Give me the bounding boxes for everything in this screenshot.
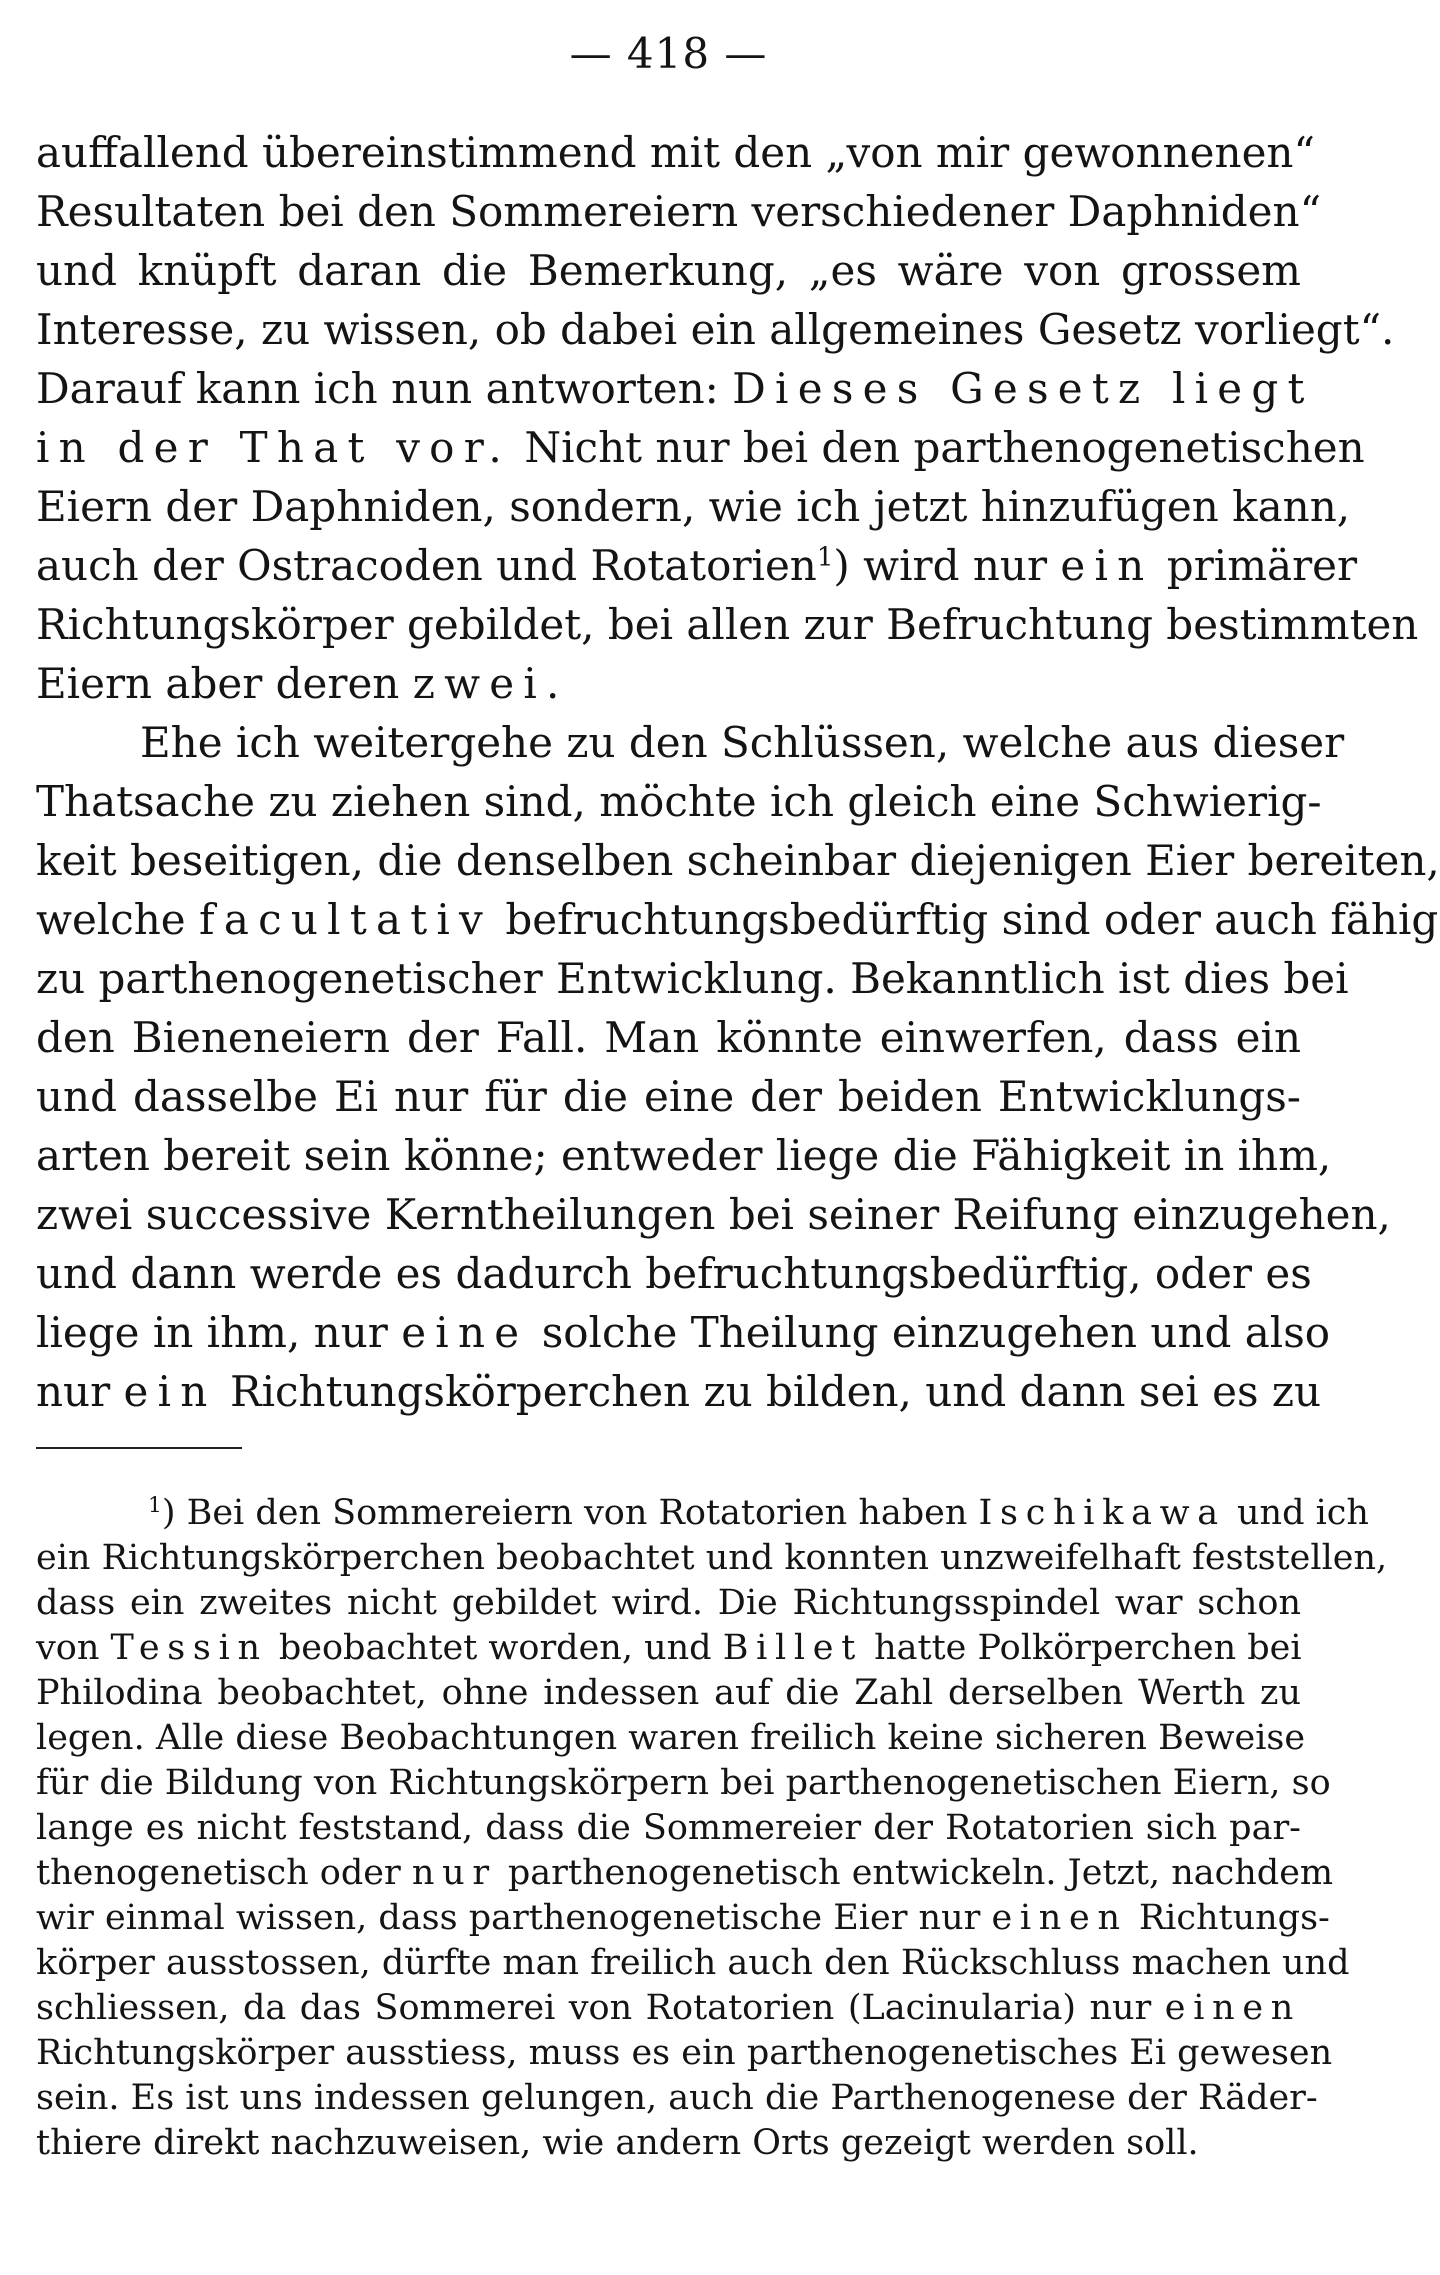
spaced-emphasis: eine xyxy=(401,1308,529,1357)
line-text: befruchtungsbedürftig sind oder auch fähig xyxy=(491,895,1439,944)
spaced-emphasis: Billet xyxy=(722,1628,863,1668)
line-text: ) wird nur xyxy=(833,541,1061,590)
paragraph-line: Eiern der Daphniden, sondern, wie ich jetzt hinzufügen kann, xyxy=(36,482,1351,531)
line-text: Eiern aber deren xyxy=(36,659,413,708)
footnote-line xyxy=(36,1896,1330,1940)
spaced-emphasis: einen xyxy=(991,1898,1128,1938)
spaced-emphasis: in der That vor. xyxy=(36,423,512,472)
paragraph-line xyxy=(36,1304,1331,1362)
paragraph-line xyxy=(36,891,1439,949)
footnote-line: für die Bildung von Richtungskörpern bei parthenogenetischen Eiern, so xyxy=(36,1763,1331,1803)
spaced-emphasis: Ischikawa xyxy=(978,1493,1226,1533)
footnote-line: ein Richtungskörperchen beobachtet und konnten unzweifelhaft feststellen, xyxy=(36,1538,1388,1578)
spaced-emphasis: Dieses Gesetz liegt xyxy=(732,364,1314,413)
paragraph-line: Ehe ich weitergehe zu den Schlüssen, welche aus dieser xyxy=(140,718,1345,767)
paragraph-line xyxy=(36,360,1314,418)
spaced-emphasis: zwei xyxy=(412,659,547,708)
paragraph-line: den Bieneneiern der Fall. Man könnte einwerfen, dass ein xyxy=(36,1013,1301,1062)
footnote-line: sein. Es ist uns indessen gelungen, auch die Parthenogenese der Räder- xyxy=(36,2078,1318,2118)
line-text: ) Bei den Sommereiern von Rotatorien haben xyxy=(161,1493,979,1533)
footnote-line xyxy=(36,1851,1334,1895)
paragraph-line xyxy=(36,655,1301,713)
footnote-line: Richtungskörper ausstiess, muss es ein parthenogenetisches Ei gewesen xyxy=(36,2033,1333,2073)
footnote-line: dass ein zweites nicht gebildet wird. Die Richtungsspindel war schon xyxy=(36,1583,1301,1623)
line-text: Darauf kann ich nun antworten: xyxy=(36,364,733,413)
paragraph-line xyxy=(36,419,1365,477)
line-text: schliessen, da das Sommerei von Rotatorien (Lacinularia) nur xyxy=(36,1988,1165,2028)
line-text: . xyxy=(546,659,560,708)
paragraph-line: und dasselbe Ei nur für die eine der beiden Entwicklungs- xyxy=(36,1072,1301,1121)
footnote-line xyxy=(36,1626,1301,1670)
paragraph-line: und knüpft daran die Bemerkung, „es wäre von grossem xyxy=(36,246,1301,295)
line-text: thenogenetisch oder xyxy=(36,1853,412,1893)
line-text: solche Theilung einzugehen und also xyxy=(528,1308,1331,1357)
spaced-emphasis: ein xyxy=(1060,541,1154,590)
line-text: wir einmal wissen, dass parthenogenetische Eier nur xyxy=(36,1898,992,1938)
line-text: Richtungs- xyxy=(1127,1898,1330,1938)
footnote-line: legen. Alle diese Beobachtungen waren freilich keine sicheren Beweise xyxy=(36,1718,1306,1758)
line-text: und ich xyxy=(1225,1493,1369,1533)
line-text: auch der Ostracoden und Rotatorien xyxy=(36,541,817,590)
paragraph-line: Resultaten bei den Sommereiern verschiedener Daphniden“ xyxy=(36,187,1322,236)
line-text: liege in ihm, nur xyxy=(36,1308,402,1357)
paragraph-line: Interesse, zu wissen, ob dabei ein allgemeines Gesetz vorliegt“. xyxy=(36,305,1395,354)
line-text: welche xyxy=(36,895,200,944)
spaced-emphasis: einen xyxy=(1164,1988,1301,2028)
paragraph-line: auffallend übereinstimmend mit den „von mir gewonnenen“ xyxy=(36,128,1315,177)
paragraph-line: Thatsache zu ziehen sind, möchte ich gleich eine Schwierig- xyxy=(36,777,1322,826)
line-text: Richtungskörperchen zu bilden, und dann sei es zu xyxy=(216,1367,1322,1416)
paragraph-line: Richtungskörper gebildet, bei allen zur Befruchtung bestimmten xyxy=(36,600,1419,649)
footnote-divider xyxy=(36,1447,242,1449)
paragraph-line: arten bereit sein könne; entweder liege die Fähigkeit in ihm, xyxy=(36,1131,1332,1180)
line-text: von xyxy=(36,1628,111,1668)
paragraph-line: und dann werde es dadurch befruchtungsbedürftig, oder es xyxy=(36,1249,1312,1298)
footnote-line: lange es nicht feststand, dass die Sommereier der Rotatorien sich par- xyxy=(36,1808,1301,1848)
footnote-line xyxy=(36,1986,1301,2030)
footnote-marker: 1 xyxy=(148,1493,162,1519)
spaced-emphasis: Tessin xyxy=(110,1628,268,1668)
footnote-line: thiere direkt nachzuweisen, wie andern Orts gezeigt werden soll. xyxy=(36,2123,1199,2163)
line-text: nur xyxy=(36,1367,124,1416)
spaced-emphasis: facultativ xyxy=(199,895,492,944)
spaced-emphasis: ein xyxy=(123,1367,217,1416)
paragraph-line: zu parthenogenetischer Entwicklung. Bekanntlich ist dies bei xyxy=(36,954,1349,1003)
paragraph-line: keit beseitigen, die denselben scheinbar diejenigen Eier bereiten, xyxy=(36,836,1440,885)
footnote-line: Philodina beobachtet, ohne indessen auf die Zahl derselben Werth zu xyxy=(36,1673,1301,1713)
line-text: hatte Polkörperchen bei xyxy=(862,1628,1302,1668)
footnote-line: körper ausstossen, dürfte man freilich auch den Rückschluss machen und xyxy=(36,1943,1350,1983)
footnote-line xyxy=(148,1491,1369,1535)
line-text: parthenogenetisch entwickeln. Jetzt, nachdem xyxy=(496,1853,1334,1893)
line-text: primärer xyxy=(1153,541,1358,590)
line-text: Nicht nur bei den parthenogenetischen xyxy=(511,423,1365,472)
footnote-marker: 1 xyxy=(816,542,834,573)
paragraph-line xyxy=(36,537,1358,595)
paragraph-line: zwei successive Kerntheilungen bei seiner Reifung einzugehen, xyxy=(36,1190,1391,1239)
page-header: — 418 — xyxy=(569,29,768,78)
line-text: beobachtet worden, und xyxy=(267,1628,723,1668)
spaced-emphasis: nur xyxy=(411,1853,497,1893)
paragraph-line xyxy=(36,1363,1322,1421)
